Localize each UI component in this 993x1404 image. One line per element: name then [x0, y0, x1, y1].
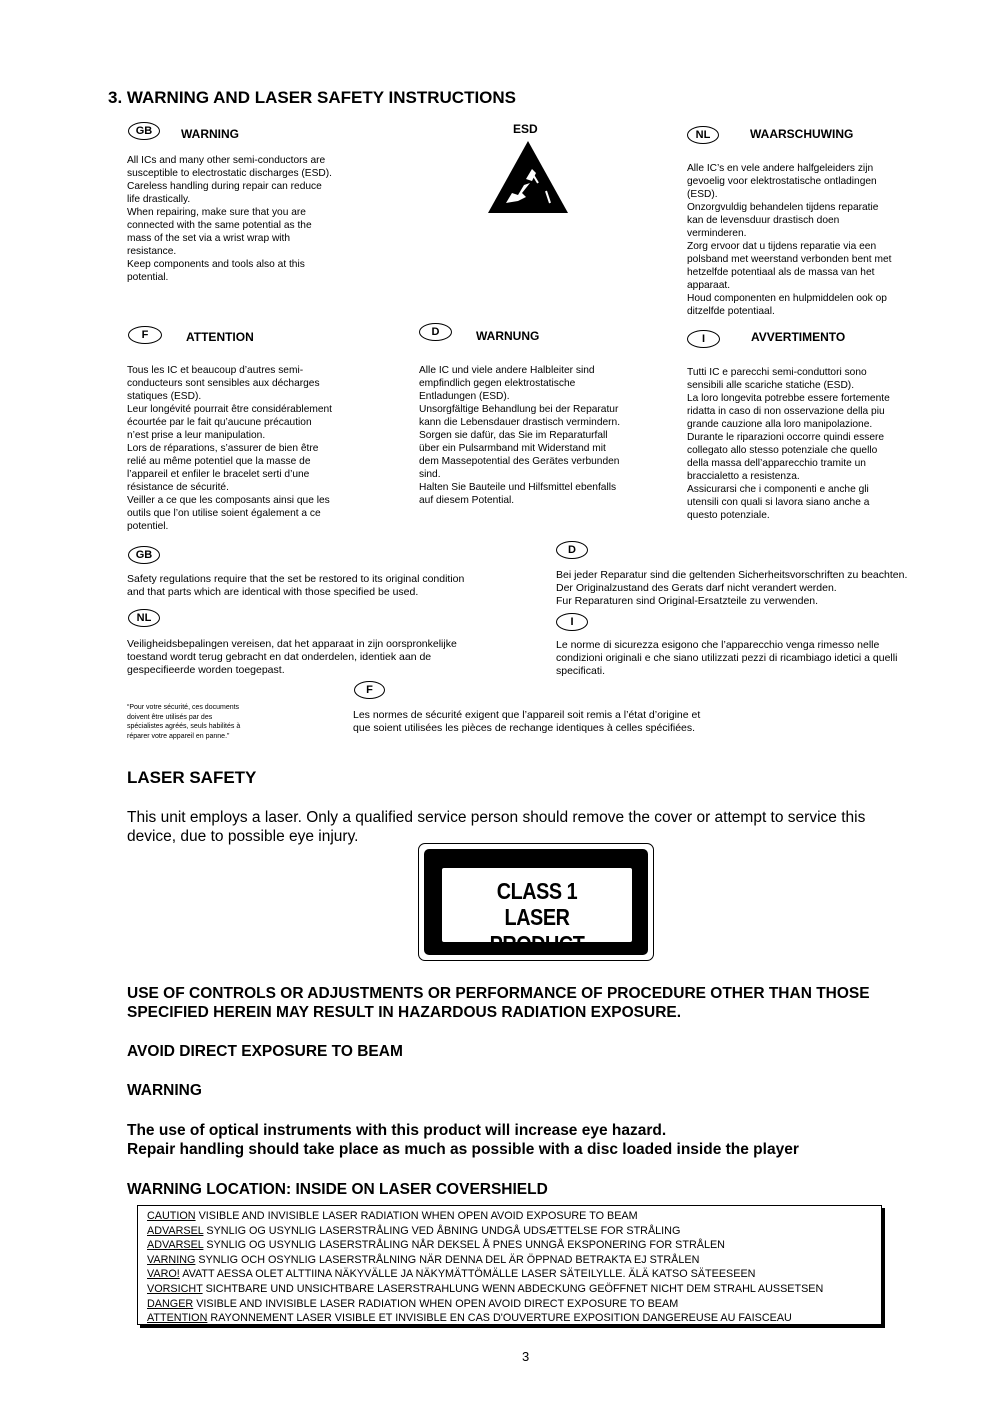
warning-location-heading: WARNING LOCATION: INSIDE ON LASER COVERSHIELD — [127, 1181, 548, 1198]
shield-warning-text: SYNLIG OG USYNLIG LASERSTRÅLING VED ÅBNING UNDGÅ UDSÆTTELSE FOR STRÅLING — [203, 1224, 681, 1237]
safety-gb-text: Safety regulations require that the set be restored to its original condition and that parts which are identical with those specified be used. — [127, 573, 465, 598]
shield-warning-lead: VARO! — [147, 1268, 180, 1281]
safety-nl-badge: NL — [128, 609, 160, 627]
i-avvertimento-text: Tutti IC e parecchi semi-conduttori sono sensibili alle scariche statiche (ESD). La loro longevita potrebbe essere fortemente ridatta in caso di non osservazione della piu grande cauzione alla loro manipolazione. Durante le riparazioni occorre quindi essere collegato allo stesso potenziale che quello della massa dell’apparecchio tramite un braccialetto a resistenza. Assicurarsi che i componenti e anche gli utensili con quali si lavora siano anche a questo potenziale. — [687, 367, 890, 521]
french-safety-note: “Pour votre sécurité, ces documents doivent être utilisés par des spécialistes agréés, seuls habilités à réparer votre appareil en panne.” — [127, 704, 241, 740]
shield-warning-text: VISIBLE AND INVISIBLE LASER RADIATION WHEN OPEN AVOID DIRECT EXPOSURE TO BEAM — [193, 1297, 679, 1310]
laser-coversheild-warnings — [137, 1205, 882, 1325]
i-avvertimento-heading: AVVERTIMENTO — [751, 330, 846, 344]
shield-warning-text: SICHTBARE UND UNSICHTBARE LASERSTRAHLUNG WENN ABDECKUNG GEÖFFNET NICHT DEM STRAHL AUSSETSEN — [202, 1282, 824, 1295]
f-attention-text: Tous les IC et beaucoup d’autres semi- conducteurs sont sensibles aux décharges statiques (ESD). Leur longévité pourrait être considérablement écourtée par le fait qu’aucune précaution n’est prise a leur manipulation. Lors de réparations, s’assurer de bien être relié au même potentiel que la masse de l’appareil et enfiler le bracelet serti d’une résistance de sécurité. Veiller a ce que les composants ainsi que les outils que l’on utilise soient également a ce potentiel. — [127, 365, 333, 532]
shield-warning-line — [147, 1282, 823, 1297]
nl-warning-text: Alle IC’s en vele andere halfgeleiders zijn gevoelig voor elektrostatische ontladingen (ESD). Onzorgvuldig behandelen tijdens reparatie kan de levensduur drastisch doen verminderen. Zorg ervoor dat u tijdens reparatie via een polsband met weerstand verbonden bent met hetzelfde potentiaal als de massa van het apparaat. Houd componenten en hulpmiddelen ook op ditzelfde potentiaal. — [687, 163, 892, 317]
optical-warning-line1: The use of optical instruments with this product will increase eye hazard. — [127, 1122, 667, 1139]
shield-warning-line — [147, 1224, 823, 1239]
laser-intro-line2: device, due to possible eye injury. — [127, 828, 359, 845]
d-warnung-heading: WARNUNG — [476, 329, 540, 343]
shield-warning-text: SYNLIG OG USYNLIG LASERSTRÅLING NÅR DEKSEL Å PNES UNNGÅ EKSPONERING FOR STRÅLEN — [203, 1239, 725, 1252]
optical-warning-line2: Repair handling should take place as much as possible with a disc loaded inside the player — [127, 1141, 799, 1158]
safety-d-badge: D — [556, 541, 588, 559]
shield-warning-text: VISIBLE AND INVISIBLE LASER RADIATION WHEN OPEN AVOID EXPOSURE TO BEAM — [195, 1210, 638, 1222]
shield-warning-line — [147, 1253, 823, 1268]
safety-i-text: Le norme di sicurezza esigono che l’apparecchio venga rimesso nelle condizioni originali e che siano utilizzati pezzi di ricambiago idetici a quelli specificati. — [556, 639, 898, 677]
shield-warning-text: SYNLIG OCH OSYNLIG LASERSTRÅLNING NÄR DENNA DEL ÄR ÖPPNAD BETRAKTA EJ STRÅLEN — [195, 1253, 700, 1266]
shield-warning-lead: VORSICHT — [147, 1282, 203, 1295]
shield-warning-lead: ATTENTION — [147, 1312, 208, 1325]
shield-warning-lead: DANGER — [147, 1297, 194, 1310]
safety-i-badge: I — [556, 613, 588, 631]
label-line1: CLASS 1 — [496, 878, 578, 904]
f-badge: F — [128, 326, 162, 344]
d-warnung-text: Alle IC und viele andere Halbleiter sind empfindlich gegen elektrostatische Entladungen (ESD). Unsorgfältige Behandlung bei der Reparatur kann die Lebensdauer drastisch vermindern. Sorgen sie dafür, das Sie im Reparaturfall über ein Pulsarmband mit Widerstand mit dem Massepotential des Gerätes verbunden sind. Halten Sie Bauteile und Hilfsmittel ebenfalls auf diesem Potential. — [419, 365, 621, 506]
warning-heading: WARNING — [127, 1082, 202, 1099]
shield-warning-line — [147, 1267, 823, 1282]
avoid-exposure-heading: AVOID DIRECT EXPOSURE TO BEAM — [127, 1043, 403, 1060]
nl-badge: NL — [687, 126, 719, 144]
i-badge: I — [687, 330, 720, 348]
laser-intro-line1: This unit employs a laser. Only a qualified service person should remove the cover or attempt to service this — [127, 809, 866, 826]
gb-warning-heading: WARNING — [181, 127, 239, 141]
safety-f-text: Les normes de sécurité exigent que l’appareil soit remis a l’état d’origine et que soient utilisées les pièces de rechange identiques à celles spécifiées. — [353, 709, 701, 734]
gb-badge: GB — [128, 122, 160, 140]
f-attention-heading: ATTENTION — [186, 330, 254, 344]
safety-f-badge: F — [354, 681, 385, 699]
class1-laser-label — [418, 843, 654, 961]
esd-warning-icon — [486, 139, 570, 215]
esd-label: ESD — [513, 122, 538, 136]
shield-warning-lead: CAUTION — [147, 1210, 196, 1222]
section-title: 3. WARNING AND LASER SAFETY INSTRUCTIONS — [108, 88, 517, 107]
controls-warning-line1: USE OF CONTROLS OR ADJUSTMENTS OR PERFORMANCE OF PROCEDURE OTHER THAN THOSE — [127, 985, 870, 1002]
shield-warning-line — [147, 1311, 823, 1326]
nl-warning-heading: WAARSCHUWING — [750, 127, 854, 141]
d-badge: D — [419, 323, 452, 341]
controls-warning-line2: SPECIFIED HEREIN MAY RESULT IN HAZARDOUS RADIATION EXPOSURE. — [127, 1004, 682, 1021]
shield-warning-line — [147, 1238, 823, 1253]
shield-warning-lead: ADVARSEL — [147, 1224, 204, 1237]
shield-warning-lead: ADVARSEL — [147, 1239, 204, 1252]
label-line2: LASER PRODUCT — [489, 904, 585, 957]
shield-warning-text: AVATT AESSA OLET ALTTIINA NÄKYVÄLLE JA NÄKYMÄTTÖMÄLLE LASER SÄTEILYLLE. ÄLÄ KATSO SÄTEESEEN — [179, 1268, 756, 1281]
shield-warning-lead: VARNING — [147, 1253, 196, 1266]
safety-nl-text: Veiligheidsbepalingen vereisen, dat het apparaat in zijn oorspronkelijke toestand wordt terug gebracht en dat onderdelen, identiek aan de gespecifieerde worden toegepast. — [127, 638, 457, 676]
laser-safety-title: LASER SAFETY — [127, 768, 257, 787]
shield-warning-text: RAYONNEMENT LASER VISIBLE ET INVISIBLE EN CAS D'OUVERTURE EXPOSITION DANGEREUSE AU FAISCEAU — [207, 1312, 792, 1325]
safety-d-text: Bei jeder Reparatur sind die geltenden Sicherheitsvorschriften zu beachten. Der Originalzustand des Gerats darf nicht verandert werden. Fur Reparaturen sind Original-Ersatzteile zu verwenden. — [556, 569, 908, 607]
shield-warning-line — [147, 1297, 823, 1312]
page-number: 3 — [522, 1349, 530, 1364]
gb-warning-text: All ICs and many other semi-conductors are susceptible to electrostatic discharges (ESD). Careless handling during repair can reduce life drastically. When repairing, make sure that you are connected with the same potential as the mass of the set via a wrist wrap with resistance. Keep components and tools also at this potential. — [127, 155, 332, 283]
safety-gb-badge: GB — [128, 546, 160, 564]
shield-warning-line — [147, 1209, 823, 1224]
